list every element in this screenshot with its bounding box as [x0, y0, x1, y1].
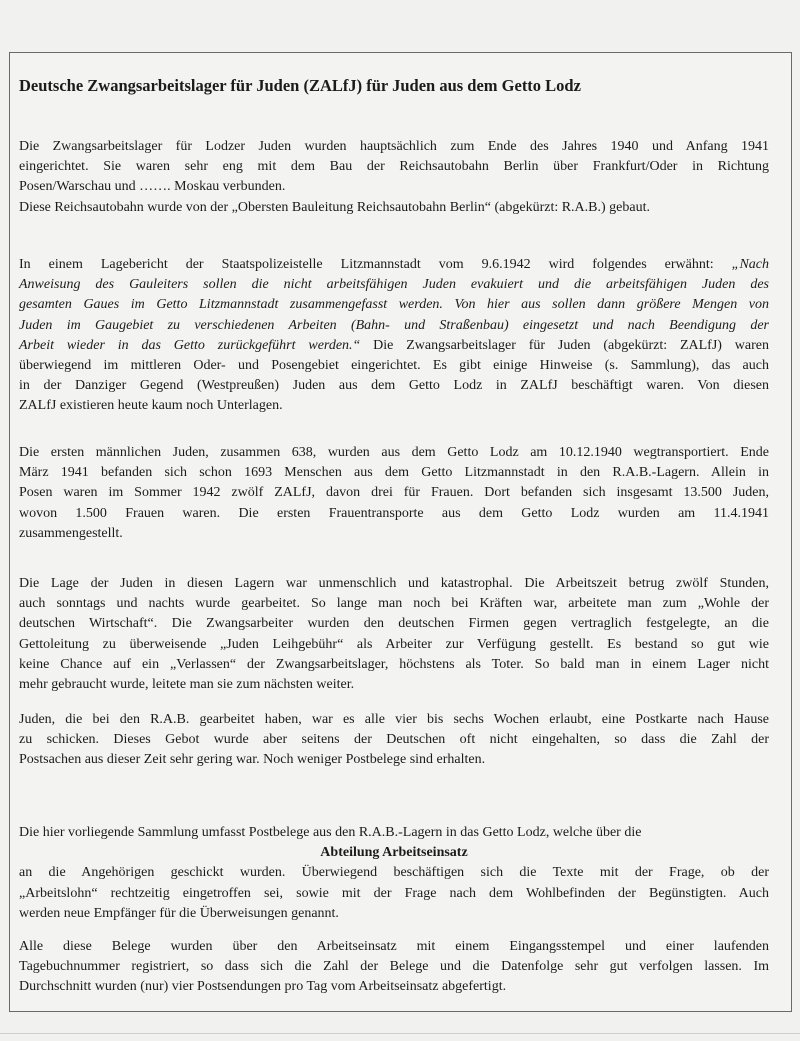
- text-line: zusammengestellt.: [19, 525, 123, 541]
- paragraph-transports: [19, 443, 769, 544]
- text-line: Durchschnitt wurden (nur) vier Postsendungen pro Tag vom Arbeitseinsatz abgefertigt.: [19, 979, 507, 995]
- paragraph-collection: [19, 823, 769, 924]
- text-line: Gettoleitung zu überweisende „Juden Leihgebühr“ als Arbeiter zur Verfügung gestellt. Es bestand so gut wie: [19, 636, 769, 652]
- text-line: Posen/Warschau und ……. Moskau verbunden.: [19, 179, 286, 195]
- text-plain: Die Zwangsarbeitslager für Juden (abgekürzt: ZALfJ) waren: [360, 337, 769, 353]
- text-line: eingerichtet. Sie waren sehr eng mit dem Bau der Reichsautobahn Berlin über Frankfurt/Oder in Richtung: [19, 159, 769, 175]
- text-line: keine Chance auf ein „Verlassen“ der Zwangsarbeitslager, höchstens als Toter. So bald man in einem Lager nicht: [19, 656, 769, 672]
- text-line: werden neue Empfänger für die Überweisungen genannt.: [19, 905, 339, 921]
- document-title: Deutsche Zwangsarbeitslager für Juden (ZALfJ) für Juden aus dem Getto Lodz: [19, 76, 581, 95]
- text-line-mixed: [19, 336, 769, 356]
- text-line: Alle diese Belege wurden über den Arbeitseinsatz mit einem Eingangsstempel und einer laufenden: [19, 939, 769, 954]
- text-line: auch sonntags und nachts wurde gearbeitet. So lange man noch bei Kräften war, arbeitete man zum „Wohle der: [19, 596, 769, 612]
- text-line: „Arbeitslohn“ rechtzeitig eingetroffen sei, sowie mit der Frage nach dem Wohlbefinden der Begünstigten. Auch: [19, 885, 769, 901]
- text-line: März 1941 befanden sich schon 1693 Menschen aus dem Getto Litzmannstadt in den R.A.B.-Lagern. Allein in: [19, 465, 769, 481]
- quote-line: Anweisung des Gauleiters sollen die nicht arbeitsfähigen Juden evakuiert und die arbeitsfähigen Juden des: [19, 277, 769, 293]
- text-line: Posen waren im Sommer 1942 zwölf ZALfJ, davon drei für Frauen. Dort befanden sich insgesamt 13.500 Juden,: [19, 485, 769, 501]
- paragraph-postcards: [19, 710, 769, 771]
- quote-line: gesamten Gaues im Getto Litzmannstadt zusammengefasst werden. Von hier aus sollen dann größere Mengen von: [19, 297, 769, 313]
- text-line: Diese Reichsautobahn wurde von der „Obersten Bauleitung Reichsautobahn Berlin“ (abgekürzt: R.A.B.) gebaut.: [19, 199, 650, 215]
- text-line: mehr gebraucht wurde, leitete man sie zum nächsten weiter.: [19, 677, 355, 693]
- text-line: deutschen Wirtschaft“. Die Zwangsarbeiter wurden den deutschen Firmen gegen vertraglich festgelegte, an die: [19, 616, 769, 632]
- text-plain: In einem Lagebericht der Staatspolizeistelle Litzmannstadt vom 9.6.1942 wird folgendes erwähnt:: [19, 257, 732, 272]
- text-line: ZALfJ existieren heute kaum noch Unterlagen.: [19, 398, 283, 414]
- department-heading: Abteilung Arbeitseinsatz: [320, 845, 468, 861]
- text-line: Die Lage der Juden in diesen Lagern war unmenschlich und katastrophal. Die Arbeitszeit betrug zwölf Stunden,: [19, 576, 769, 591]
- text-line: Postsachen aus dieser Zeit sehr gering war. Noch weniger Postbelege sind erhalten.: [19, 752, 486, 768]
- text-line: in der Danziger Gegend (Westpreußen) Juden aus dem Getto Lodz in ZALfJ beschäftigt waren. Von diesen: [19, 378, 769, 394]
- text-line-mixed: [19, 255, 769, 275]
- text-line: Die Zwangsarbeitslager für Lodzer Juden wurden hauptsächlich zum Ende des Jahres 1940 und Anfang 1941: [19, 139, 769, 154]
- paragraph-intro: [19, 137, 769, 218]
- quote-end: Arbeit wieder in das Getto zurückgeführt werden.“: [19, 337, 361, 353]
- text-line: Die ersten männlichen Juden, zusammen 638, wurden aus dem Getto Lodz am 10.12.1940 wegtransportiert. Ende: [19, 445, 769, 460]
- text-line: Juden, die bei den R.A.B. gearbeitet haben, war es alle vier bis sechs Wochen erlaubt, eine Postkarte nach Hause: [19, 712, 769, 727]
- text-line: überwiegend im mittleren Oder- und Posengebiet eingerichtet. Es gibt einige Hinweise (s. Sammlung), das auch: [19, 358, 769, 374]
- text-line: wovon 1.500 Frauen waren. Die ersten Frauentransporte aus dem Getto Lodz wurden am 11.4.1941: [19, 505, 769, 521]
- paragraph-conditions: [19, 574, 769, 695]
- text-line: zu schicken. Dieses Gebot wurde aber seitens der Deutschen oft nicht eingehalten, so dass die Zahl der: [19, 732, 769, 748]
- text-line: Tagebuchnummer registriert, so dass sich die Zahl der Belege und die Datenfolge sehr gut verfolgen lassen. Im: [19, 959, 769, 975]
- text-line: an die Angehörigen geschickt wurden. Überwiegend beschäftigen sich die Texte mit der Frage, ob der: [19, 865, 769, 881]
- text-line: Die hier vorliegende Sammlung umfasst Postbelege aus den R.A.B.-Lagern in das Getto Lodz, welche über die: [19, 825, 642, 840]
- paragraph-registration: [19, 937, 769, 998]
- quote-line: Juden im Gaugebiet zu verschiedenen Arbeiten (Bahn- und Straßenbau) eingesetzt und nach Beendigung der: [19, 317, 769, 333]
- bottom-divider: [0, 1033, 800, 1034]
- quote-start: „Nach: [731, 257, 769, 272]
- paragraph-lagebericht: [19, 255, 769, 417]
